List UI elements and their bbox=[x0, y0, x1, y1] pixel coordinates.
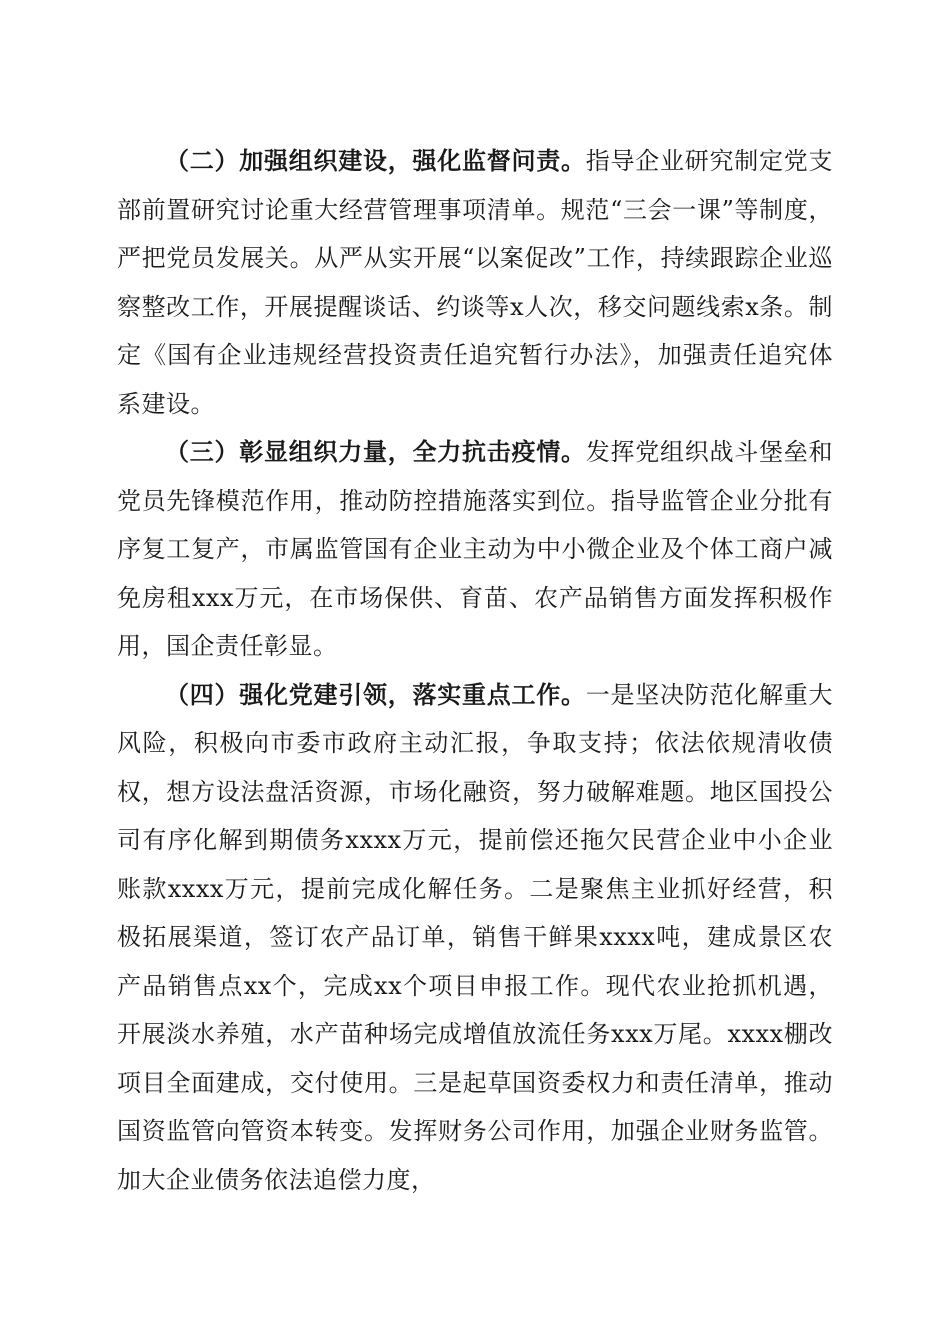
paragraph-text: 一是坚决防范化解重大风险，积极向市委市政府主动汇报，争取支持；依法依规清收债权，想方设法盘活资源，市场化融资，努力破解难题。地区国投公司有序化解到期债务xxxx万元，提前偿还拖欠民营企业中小企业账款xxxx万元，提前完成化解任务。二是聚焦主业抓好经营，积极拓展渠道，签订农产品订单，销售干鲜果xxxx吨，建成景区农产品销售点xx个，完成xx个项目申报工作。现代农业抢抓机遇，开展淡水养殖，水产苗种场完成增值放流任务xxx万尾。xxxx棚改项目全面建成，交付使用。三是起草国资委权力和责任清单，推动国资监管向管资本转变。发挥财务公司作用，加强企业财务监管。加大企业债务依法追偿力度， bbox=[117, 680, 833, 1194]
paragraph-heading: （三）彰显组织力量，全力抗击疫情。 bbox=[165, 437, 586, 466]
paragraph-text: 发挥党组织战斗堡垒和党员先锋模范作用，推动防控措施落实到位。指导监管企业分批有序复工复产，市属监管国有企业主动为中小微企业及个体工商户减免房租xxx万元，在市场保供、育苗、农产品销售方面发挥积极作用，国企责任彰显。 bbox=[117, 438, 833, 660]
paragraph-section-2 bbox=[117, 137, 833, 428]
paragraph-heading: （四）强化党建引领，落实重点工作。 bbox=[165, 679, 586, 709]
document-body bbox=[117, 137, 833, 1204]
paragraph-text: 指导企业研究制定党支部前置研究讨论重大经营管理事项清单。规范“三会一课”等制度，严把党员发展关。从严从实开展“以案促改”工作，持续跟踪企业巡察整改工作，开展提醒谈话、约谈等x人次，移交问题线索x条。制定《国有企业违规经营投资责任追究暂行办法》，加强责任追究体系建设。 bbox=[117, 147, 833, 418]
paragraph-section-4 bbox=[117, 671, 833, 1205]
paragraph-section-3 bbox=[117, 428, 833, 671]
paragraph-heading: （二）加强组织建设，强化监督问责。 bbox=[165, 146, 586, 175]
